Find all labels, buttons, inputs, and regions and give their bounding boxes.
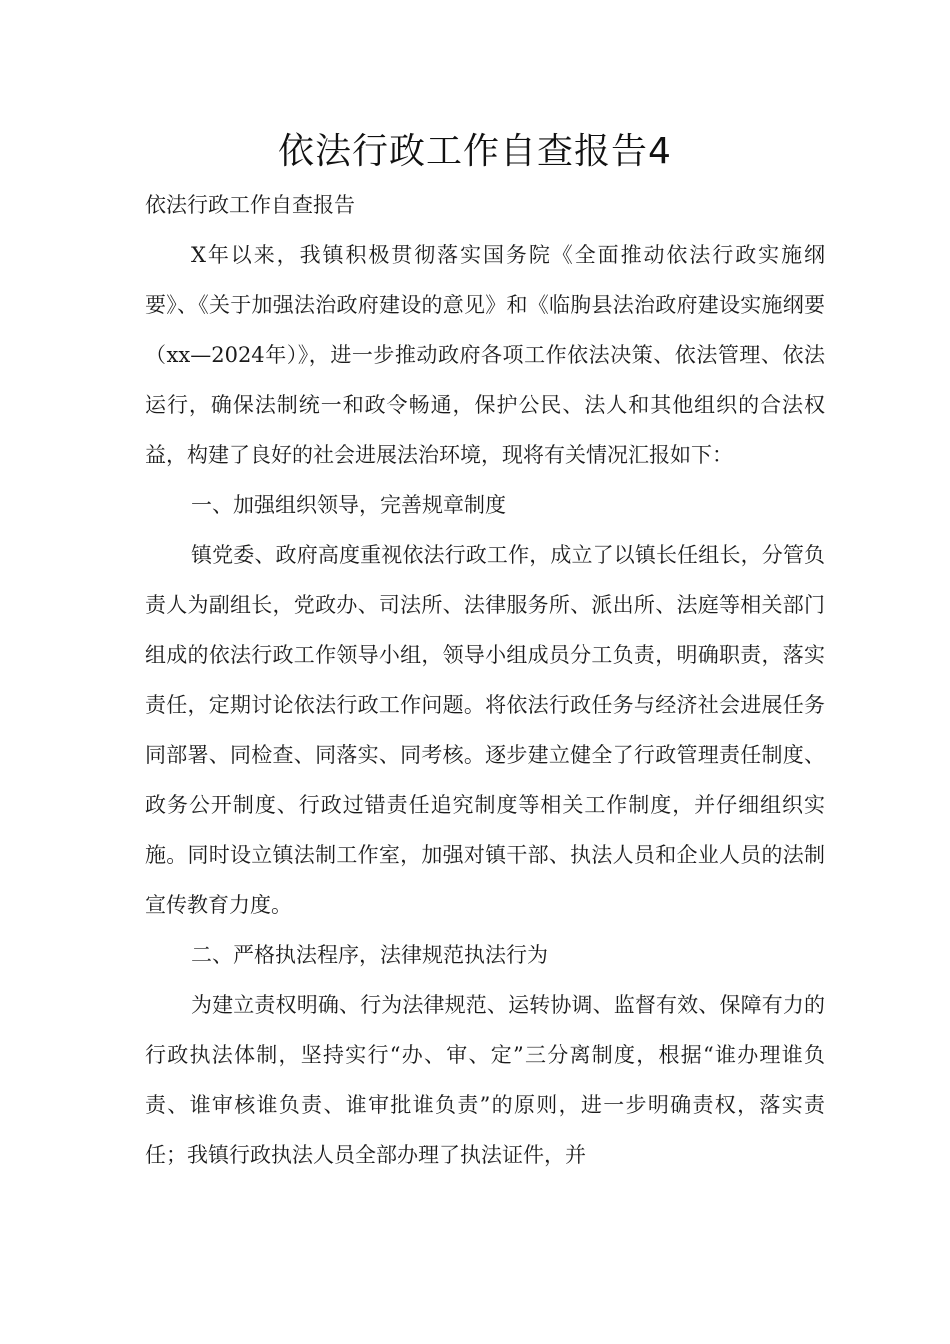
paragraph-intro: X年以来，我镇积极贯彻落实国务院《全面推动依法行政实施纲要》、《关于加强法治政府建设的意见》和《临朐县法治政府建设实施纲要（xx—2024年）》，进一步推动政府各项工作依法决策、依法管理、依法运行，确保法制统一和政令畅通，保护公民、法人和其他组织的合法权益，构建了良好的社会进展法治环境，现将有关情况汇报如下： (145, 243, 825, 467)
paragraph-section-2: 为建立责权明确、行为法律规范、运转协调、监督有效、保障有力的行政执法体制，坚持实行“办、审、定”三分离制度，根据“谁办理谁负责、谁审核谁负责、谁审批谁负责”的原则，进一步明确责权，落实责任；我镇行政执法人员全部办理了执法证件，并 (145, 993, 825, 1167)
document-body (145, 180, 825, 1180)
paragraph-section-1: 镇党委、政府高度重视依法行政工作，成立了以镇长任组长，分管负责人为副组长，党政办、司法所、法律服务所、派出所、法庭等相关部门组成的依法行政工作领导小组，领导小组成员分工负责，明确职责，落实责任，定期讨论依法行政工作问题。将依法行政任务与经济社会进展任务同部署、同检查、同落实、同考核。逐步建立健全了行政管理责任制度、政务公开制度、行政过错责任追究制度等相关工作制度，并仔细组织实施。同时设立镇法制工作室，加强对镇干部、执法人员和企业人员的法制宣传教育力度。 (145, 543, 825, 917)
section-heading-1: 一、加强组织领导，完善规章制度 (191, 493, 506, 517)
document-title: 依法行政工作自查报告4 (278, 131, 672, 172)
section-heading-2: 二、严格执法程序，法律规范执法行为 (191, 943, 548, 967)
document-subtitle: 依法行政工作自查报告 (145, 193, 355, 217)
